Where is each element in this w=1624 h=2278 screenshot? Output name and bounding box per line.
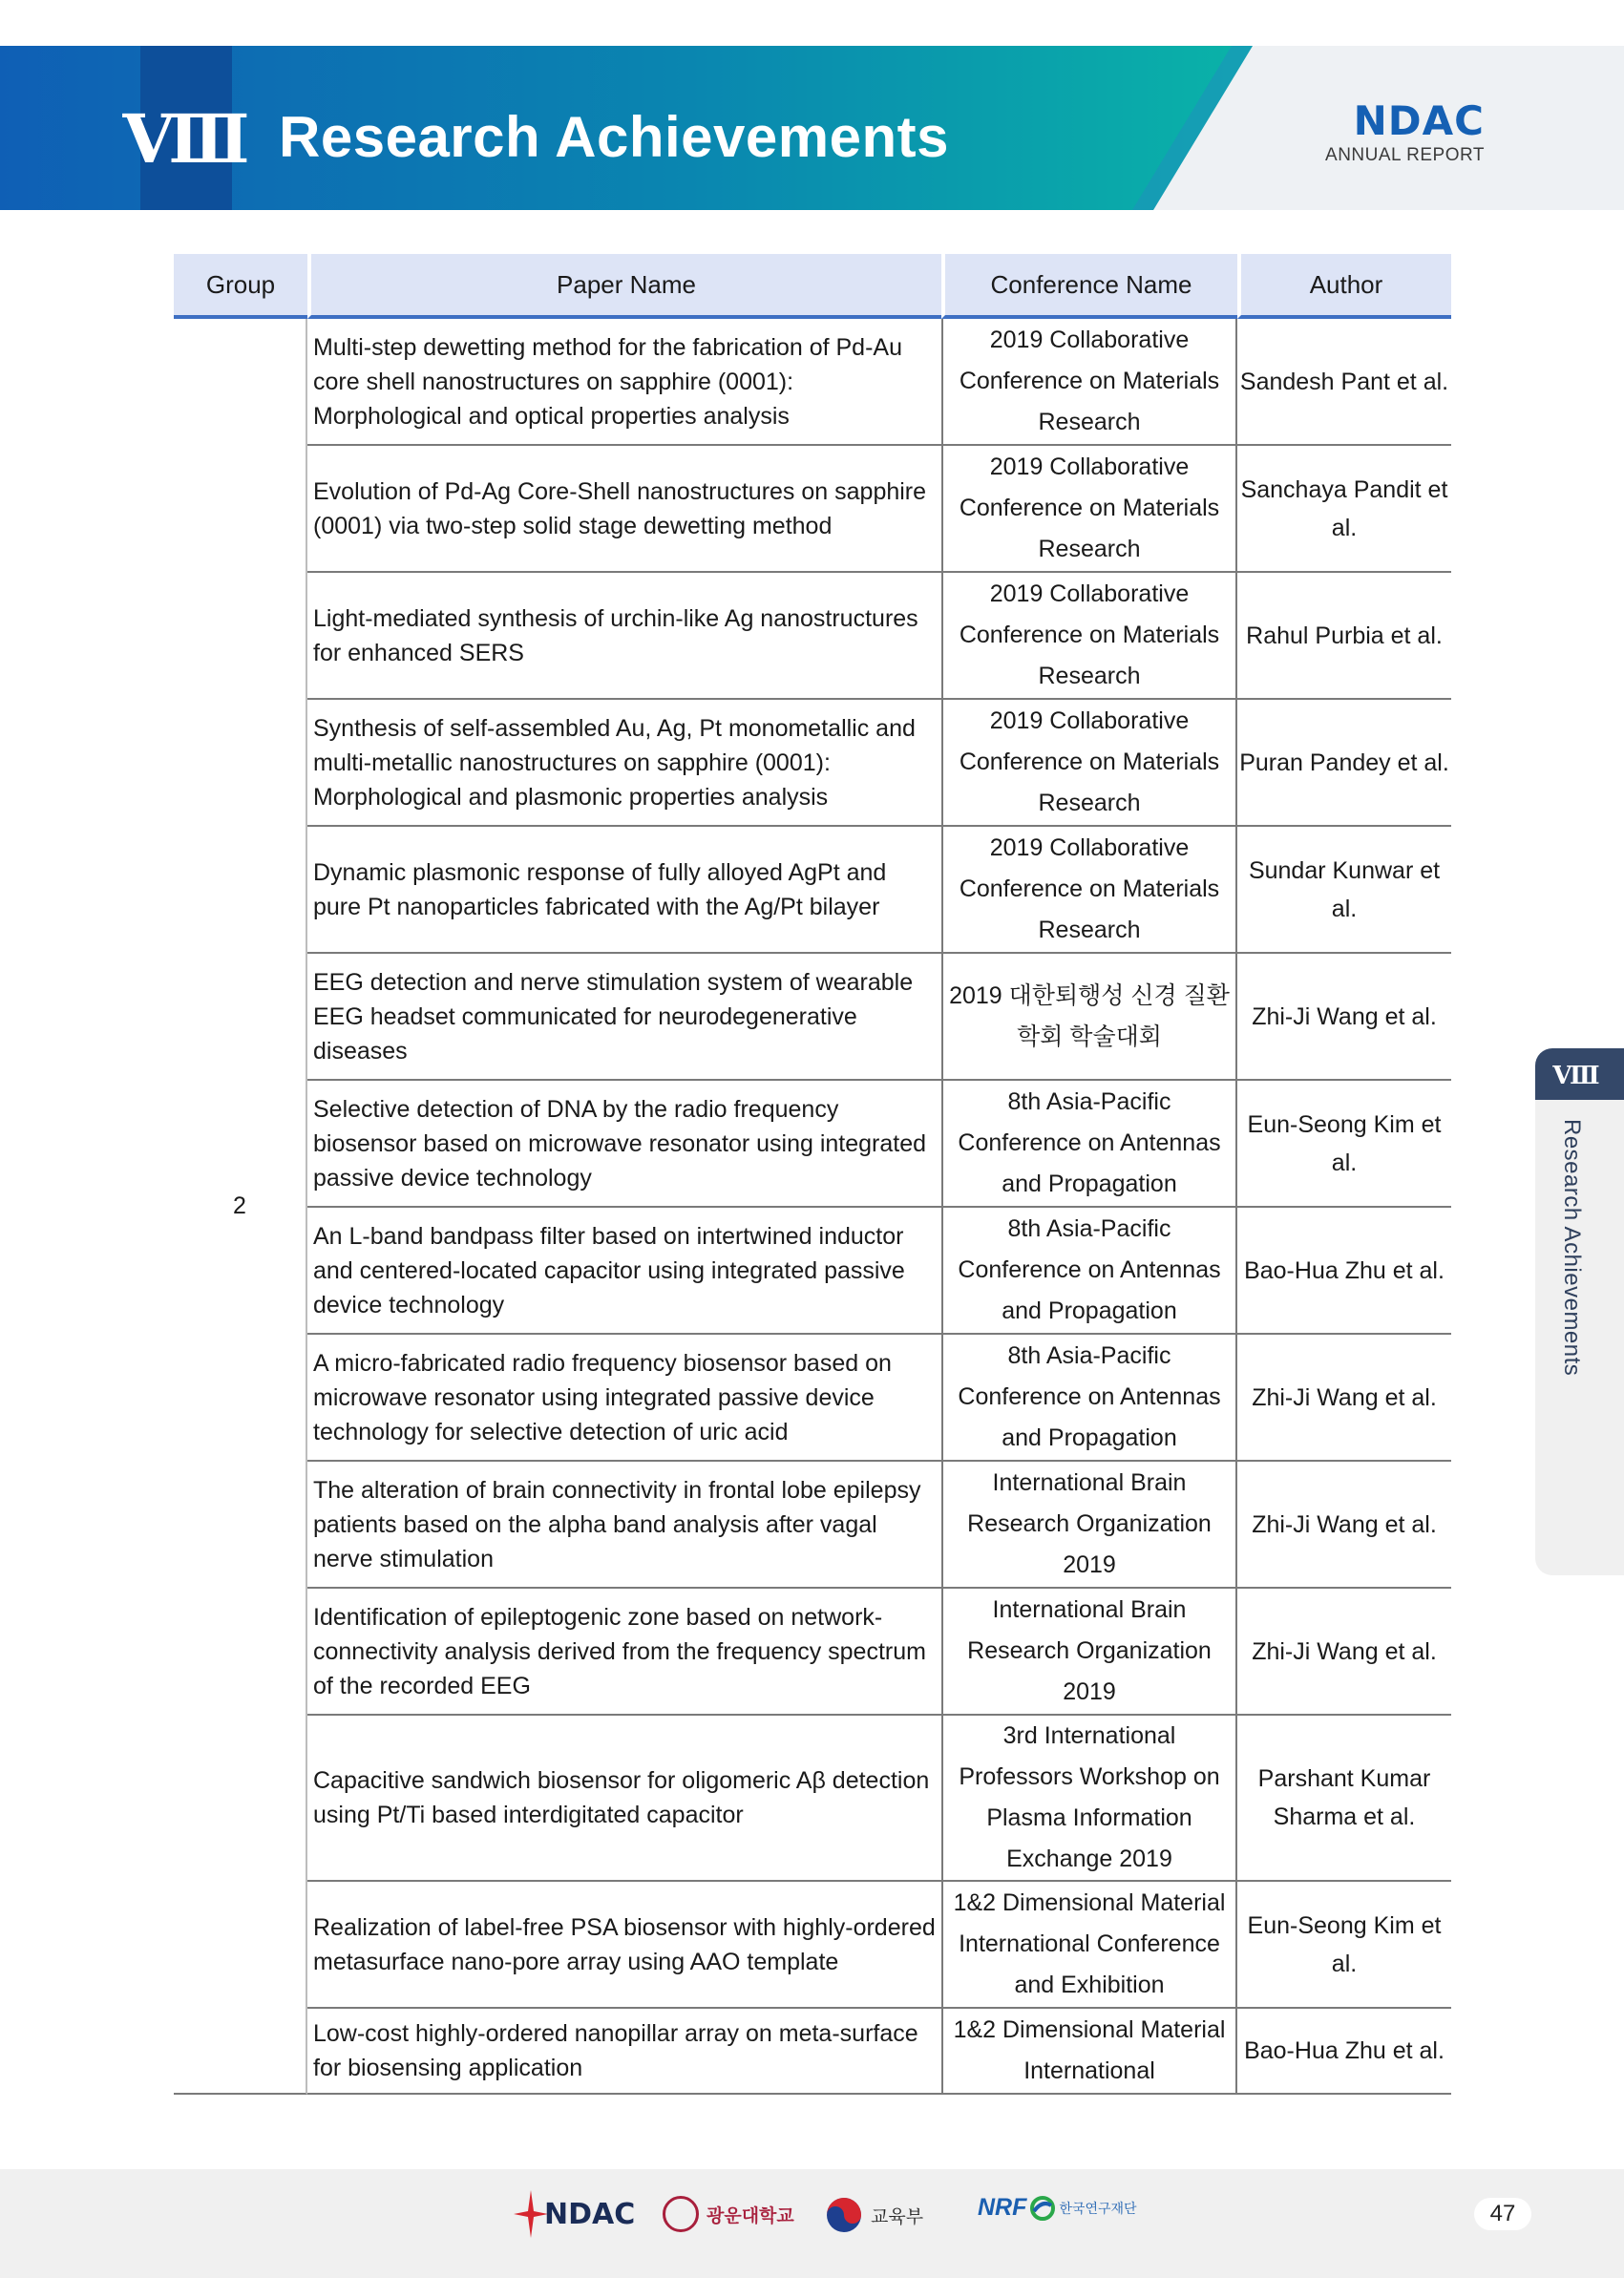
taegeuk-icon — [825, 2196, 863, 2234]
ministry-of-education-logo — [825, 2196, 923, 2234]
page-number: 47 — [1474, 2198, 1531, 2230]
paper-name-cell: Dynamic plasmonic response of fully alloyed AgPt and pure Pt nanoparticles fabricated with the Ag/Pt bilayer — [307, 827, 941, 954]
ndac-logo-text: NDAC — [544, 2197, 636, 2231]
conference-cell: International Brain Research Organization 2019 — [941, 1462, 1237, 1589]
author-cell: Rahul Purbia et al. — [1237, 573, 1451, 700]
conference-cell: 3rd International Professors Workshop on Plasma Information Exchange 2019 — [941, 1716, 1237, 1882]
column-header-paper: Paper Name — [307, 254, 941, 319]
paper-name-cell: An L-band bandpass filter based on intertwined inductor and centered-located capacitor using integrated passive device technology — [307, 1208, 941, 1335]
table-row — [174, 2009, 1451, 2095]
nrf-swoosh-icon — [1030, 2196, 1055, 2221]
table-row — [174, 1462, 1451, 1589]
paper-name-cell: EEG detection and nerve stimulation system of wearable EEG headset communicated for neurodegenerative diseases — [307, 954, 941, 1081]
paper-name-cell: The alteration of brain connectivity in frontal lobe epilepsy patients based on the alpha band analysis after vagal nerve stimulation — [307, 1462, 941, 1589]
author-cell: Sundar Kunwar et al. — [1237, 827, 1451, 954]
kwangwoon-logo-text: 광운대학교 — [707, 2204, 794, 2226]
conference-cell: 2019 Collaborative Conference on Materials Research — [941, 319, 1237, 446]
paper-name-cell: Low-cost highly-ordered nanopillar array on meta-surface for biosensing application — [307, 2009, 941, 2095]
chapter-numeral-icon — [122, 99, 250, 179]
conference-cell: 8th Asia-Pacific Conference on Antennas and Propagation — [941, 1208, 1237, 1335]
table-row — [174, 1208, 1451, 1335]
author-cell: Zhi-Ji Wang et al. — [1237, 954, 1451, 1081]
column-header-author: Author — [1237, 254, 1451, 319]
nrf-logo-text: NRF — [978, 2194, 1027, 2221]
conference-cell: 2019 Collaborative Conference on Materials Research — [941, 446, 1237, 573]
table-header-row — [174, 254, 1451, 319]
author-cell: Bao-Hua Zhu et al. — [1237, 2009, 1451, 2095]
author-cell: Eun-Seong Kim et al. — [1237, 1882, 1451, 2009]
group-cell: 2 — [174, 319, 307, 2095]
university-seal-icon — [663, 2196, 699, 2232]
column-header-group: Group — [174, 254, 307, 319]
column-header-conference: Conference Name — [941, 254, 1237, 319]
table-row — [174, 1716, 1451, 1882]
table-row — [174, 319, 1451, 446]
author-cell: Parshant Kumar Sharma et al. — [1237, 1716, 1451, 1882]
brand-name: NDAC — [1353, 97, 1485, 144]
author-cell: Puran Pandey et al. — [1237, 700, 1451, 827]
conference-cell: 2019 Collaborative Conference on Materials Research — [941, 827, 1237, 954]
nrf-logo — [978, 2194, 1137, 2222]
page-header — [0, 46, 1624, 210]
table-row — [174, 1882, 1451, 2009]
page-footer — [0, 2169, 1624, 2278]
conference-cell: 8th Asia-Pacific Conference on Antennas and Propagation — [941, 1335, 1237, 1462]
author-cell: Zhi-Ji Wang et al. — [1237, 1589, 1451, 1716]
author-cell: Zhi-Ji Wang et al. — [1237, 1462, 1451, 1589]
conference-cell: 8th Asia-Pacific Conference on Antennas and Propagation — [941, 1081, 1237, 1208]
svg-text:Ⅷ: Ⅷ — [122, 99, 250, 179]
author-cell: Sanchaya Pandit et al. — [1237, 446, 1451, 573]
paper-name-cell: A micro-fabricated radio frequency biosensor based on microwave resonator using integrated passive device technology for selective detection of uric acid — [307, 1335, 941, 1462]
paper-name-cell: Realization of label-free PSA biosensor with highly-ordered metasurface nano-pore array using AAO template — [307, 1882, 941, 2009]
table-row — [174, 1081, 1451, 1208]
conference-cell: 2019 Collaborative Conference on Materials Research — [941, 573, 1237, 700]
conference-cell: 2019 대한퇴행성 신경 질환학회 학술대회 — [941, 954, 1237, 1081]
paper-name-cell: Synthesis of self-assembled Au, Ag, Pt monometallic and multi-metallic nanostructures on sapphire (0001): Morphological and plasmonic properties analysis — [307, 700, 941, 827]
table-row — [174, 1335, 1451, 1462]
table-row — [174, 827, 1451, 954]
conference-cell: 1&2 Dimensional Material International Conference and Exhibition — [941, 1882, 1237, 2009]
table-row — [174, 700, 1451, 827]
svg-text:Ⅷ: Ⅷ — [1552, 1062, 1600, 1090]
brand-subtitle: ANNUAL REPORT — [1325, 145, 1485, 165]
conference-cell: 2019 Collaborative Conference on Materials Research — [941, 700, 1237, 827]
ministry-logo-text: 교육부 — [871, 2205, 924, 2227]
paper-name-cell: Evolution of Pd-Ag Core-Shell nanostructures on sapphire (0001) via two-step solid stage dewetting method — [307, 446, 941, 573]
page-title: Research Achievements — [279, 105, 949, 169]
side-tab-label: Research Achievements — [1559, 1119, 1585, 1377]
nrf-korean-text: 한국연구재단 — [1059, 2201, 1137, 2217]
table-row — [174, 573, 1451, 700]
author-cell: Eun-Seong Kim et al. — [1237, 1081, 1451, 1208]
paper-name-cell: Identification of epileptogenic zone based on network-connectivity analysis derived from the frequency spectrum of the recorded EEG — [307, 1589, 941, 1716]
author-cell: Zhi-Ji Wang et al. — [1237, 1335, 1451, 1462]
table-row — [174, 1589, 1451, 1716]
brand — [1325, 97, 1485, 166]
table-row — [174, 446, 1451, 573]
chapter-numeral-icon — [1552, 1060, 1600, 1090]
side-tab-header — [1535, 1048, 1624, 1100]
conference-cell — [941, 2009, 1237, 2095]
paper-name-cell: Capacitive sandwich biosensor for oligomeric Aβ detection using Pt/Ti based interdigitated capacitor — [307, 1716, 941, 1882]
conference-cell-text: 1&2 Dimensional Material International — [953, 2016, 1226, 2084]
kwangwoon-logo — [663, 2196, 794, 2232]
conference-cell: International Brain Research Organization 2019 — [941, 1589, 1237, 1716]
papers-table — [174, 254, 1451, 2095]
author-cell: Sandesh Pant et al. — [1237, 319, 1451, 446]
paper-name-cell: Light-mediated synthesis of urchin-like Ag nanostructures for enhanced SERS — [307, 573, 941, 700]
table-row — [174, 954, 1451, 1081]
author-cell: Bao-Hua Zhu et al. — [1237, 1208, 1451, 1335]
ndac-logo — [512, 2188, 635, 2240]
paper-name-cell: Multi-step dewetting method for the fabrication of Pd-Au core shell nanostructures on sapphire (0001): Morphological and optical properties analysis — [307, 319, 941, 446]
paper-name-cell: Selective detection of DNA by the radio frequency biosensor based on microwave resonator using integrated passive device technology — [307, 1081, 941, 1208]
